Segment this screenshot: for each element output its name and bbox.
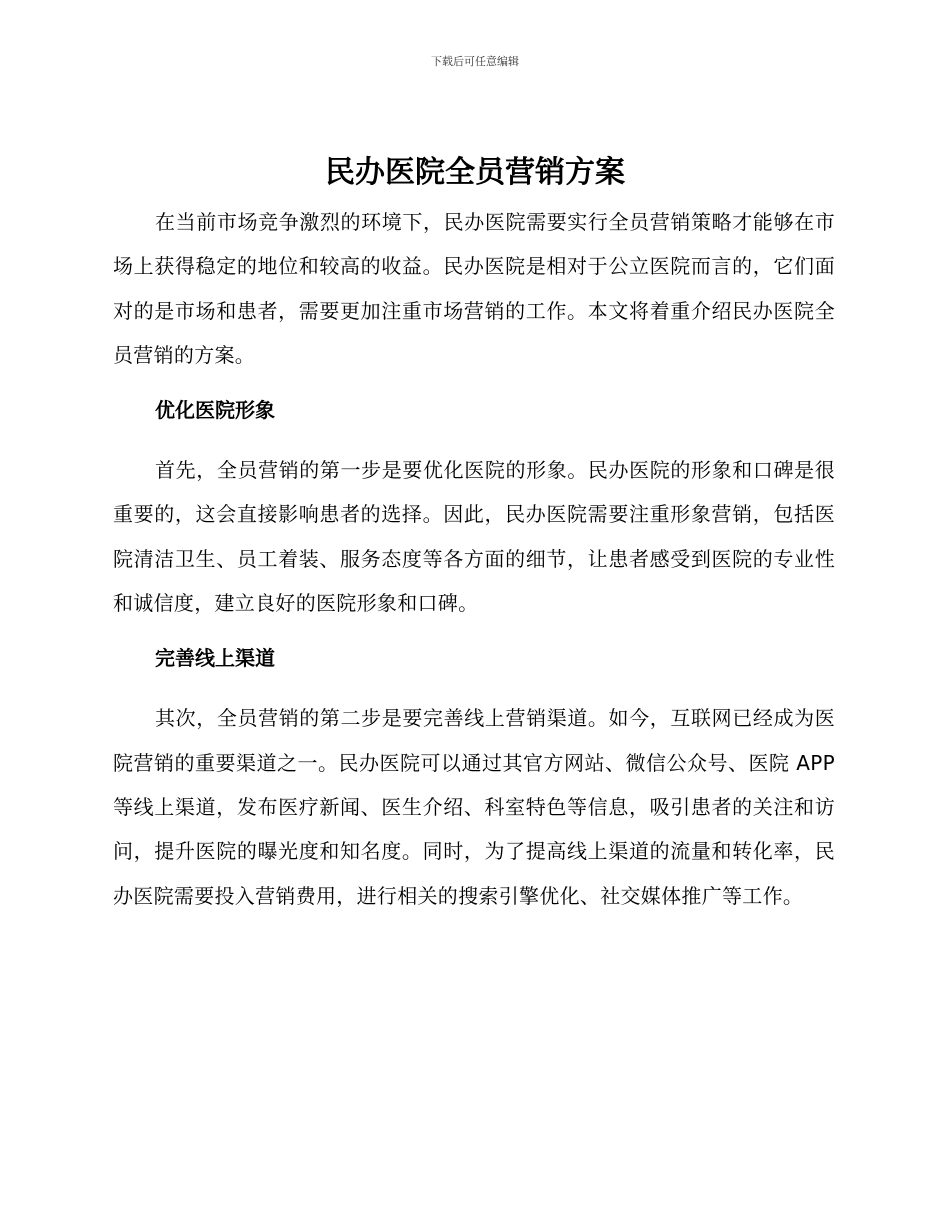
section-heading-online: 完善线上渠道 xyxy=(155,646,275,671)
document-title: 民办医院全员营销方案 xyxy=(325,155,625,190)
document-body xyxy=(113,200,835,918)
section-body-image: 首先，全员营销的第一步是要优化医院的形象。民办医院的形象和口碑是很重要的，这会直接影响患者的选择。因此，民办医院需要注重形象营销，包括医院清洁卫生、员工着装、服务态度等各方面的细节，让患者感受到医院的专业性和诚信度，建立良好的医院形象和口碑。 xyxy=(113,458,835,616)
header-note: 下载后可任意编辑 xyxy=(431,55,519,68)
intro-paragraph: 在当前市场竞争激烈的环境下，民办医院需要实行全员营销策略才能够在市场上获得稳定的地位和较高的收益。民办医院是相对于公立医院而言的，它们面对的是市场和患者，需要更加注重市场营销的工作。本文将着重介绍民办医院全员营销的方案。 xyxy=(113,210,835,367)
section-body-online: 其次，全员营销的第二步是要完善线上营销渠道。如今，互联网已经成为医院营销的重要渠道之一。民办医院可以通过其官方网站、微信公众号、医院 APP 等线上渠道，发布医疗新闻、医生介绍、科室特色等信息，吸引患者的关注和访问，提升医院的曝光度和知名度。同时，为了提高线上渠道的流量和转化率，民办医院需要投入营销费用，进行相关的搜索引擎优化、社交媒体推广等工作。 xyxy=(113,706,835,908)
section-heading-image: 优化医院形象 xyxy=(155,398,275,423)
